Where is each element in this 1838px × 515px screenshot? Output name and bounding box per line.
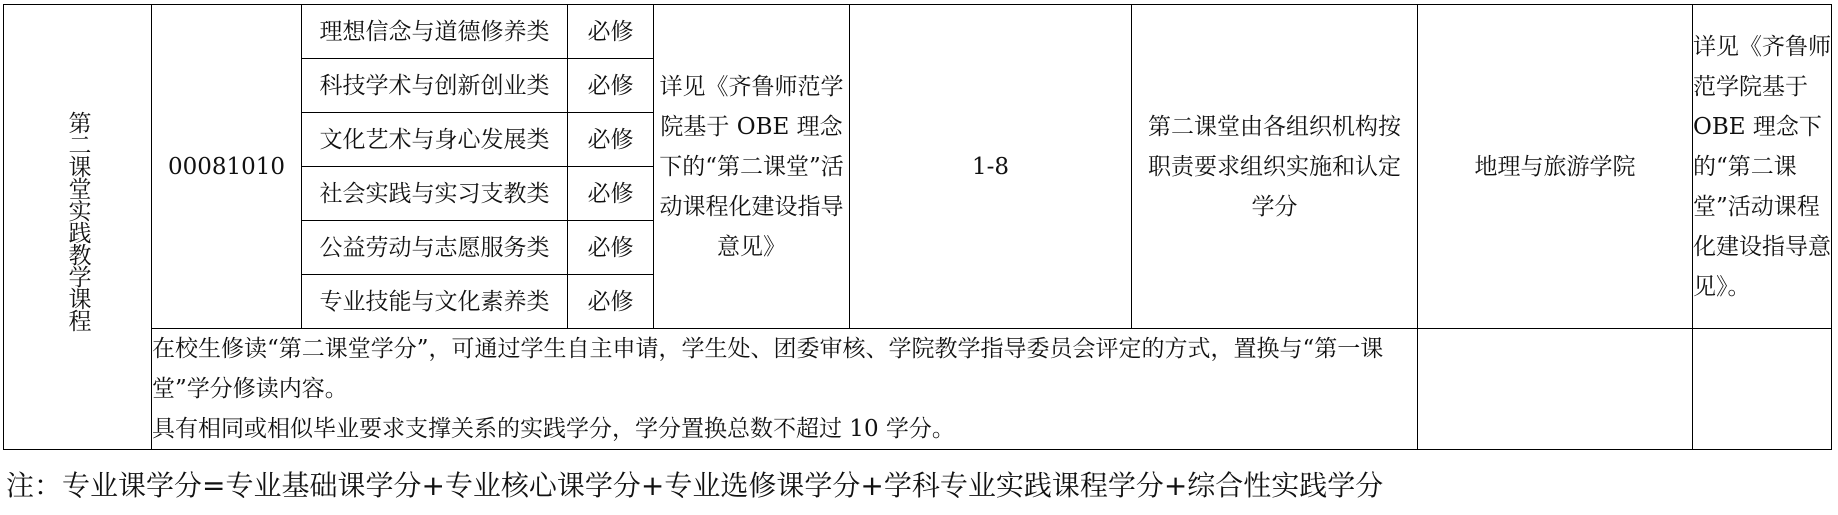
subcategory-name: 科技学术与创新创业类 xyxy=(319,72,550,99)
requirement-label: 必修 xyxy=(587,288,634,315)
requirement-label: 必修 xyxy=(587,126,634,153)
subcategory-cell xyxy=(302,59,568,113)
subcategory-cell xyxy=(302,167,568,221)
requirement-cell xyxy=(568,221,654,275)
subcategory-name: 公益劳动与志愿服务类 xyxy=(319,234,550,261)
subcategory-cell xyxy=(302,275,568,329)
subcategory-cell xyxy=(302,113,568,167)
note-line: 具有相同或相似毕业要求支撑关系的实践学分，学分置换总数不超过 10 学分。 xyxy=(152,416,955,442)
assessment-text: 第二课堂由各组织机构按职责要求组织实施和认定学分 xyxy=(1148,113,1401,220)
table-row xyxy=(4,329,1832,450)
course-code-cell xyxy=(152,5,302,329)
second-classroom-course-table xyxy=(3,4,1832,450)
subcategory-name: 文化艺术与身心发展类 xyxy=(319,126,550,153)
department-name: 地理与旅游学院 xyxy=(1474,153,1636,180)
requirement-cell xyxy=(568,167,654,221)
remarks-text: 详见《齐鲁师范学院基于 OBE 理念下的“第二课堂”活动课程化建设指导意见》。 xyxy=(1693,33,1831,300)
credit-substitution-notes xyxy=(152,329,1418,450)
requirement-cell xyxy=(568,5,654,59)
semester: 1-8 xyxy=(971,153,1010,180)
requirement-cell xyxy=(568,113,654,167)
department-cell xyxy=(1418,5,1693,329)
subcategory-name: 专业技能与文化素养类 xyxy=(319,288,550,315)
category-label: 第二课堂实践教学课程 xyxy=(64,110,91,331)
empty-cell xyxy=(1693,329,1832,450)
category-cell xyxy=(4,5,152,450)
credits-reference-cell xyxy=(654,5,850,329)
subcategory-cell xyxy=(302,5,568,59)
requirement-label: 必修 xyxy=(587,180,634,207)
empty-cell xyxy=(1418,329,1693,450)
subcategory-name: 理想信念与道德修养类 xyxy=(319,18,550,45)
assessment-cell xyxy=(1132,5,1418,329)
semester-cell xyxy=(850,5,1132,329)
note-line: 在校生修读“第二课堂学分”，可通过学生自主申请，学生处、团委审核、学院教学指导委员会评定的方式，置换与“第一课堂”学分修读内容。 xyxy=(152,336,1384,402)
requirement-cell xyxy=(568,59,654,113)
credits-reference: 详见《齐鲁师范学院基于 OBE 理念下的“第二课堂”活动课程化建设指导意见》 xyxy=(659,73,844,260)
requirement-label: 必修 xyxy=(587,234,634,261)
remarks-cell xyxy=(1693,5,1832,329)
requirement-cell xyxy=(568,275,654,329)
subcategory-name: 社会实践与实习支教类 xyxy=(319,180,550,207)
requirement-label: 必修 xyxy=(587,72,634,99)
subcategory-cell xyxy=(302,221,568,275)
table-row xyxy=(4,5,1832,59)
course-code: 00081010 xyxy=(167,153,286,180)
requirement-label: 必修 xyxy=(587,18,634,45)
footnote: 注：专业课学分=专业基础课学分+专业核心课学分+专业选修课学分+学科专业实践课程学分+综合性实践学分 xyxy=(6,469,1384,502)
